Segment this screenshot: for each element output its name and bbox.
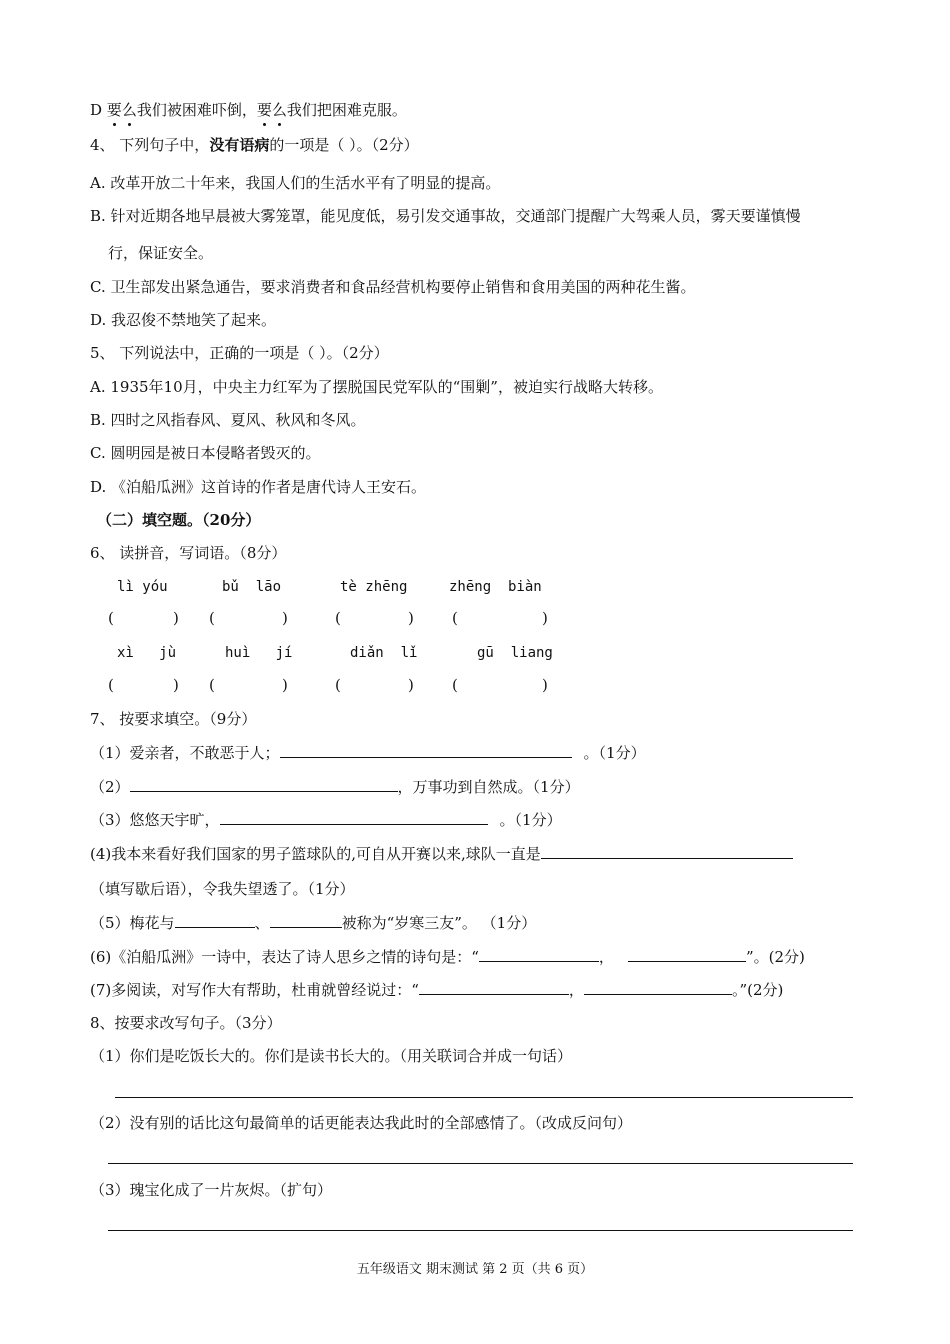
answer-paren-open: ( bbox=[335, 676, 341, 694]
q7-item-1: （1）爱亲者，不敢恶于人； 。（1分） bbox=[90, 744, 646, 762]
section-heading: （二）填空题。（20分） bbox=[97, 511, 261, 529]
answer-paren-close: ) bbox=[408, 676, 414, 694]
blank-line[interactable] bbox=[270, 912, 342, 928]
q7-item-4: (4)我本来看好我们国家的男子篮球队的,可自从开赛以来,球队一直是 bbox=[90, 843, 793, 864]
q7-stem: 7、 按要求填空。（9分） bbox=[90, 710, 257, 728]
blank-line[interactable] bbox=[584, 979, 732, 995]
q4-option-c: C. 卫生部发出紧急通告，要求消费者和食品经营机构要停止销售和食用美国的两种花生酱。 bbox=[90, 278, 696, 296]
q5-option-c: C. 圆明园是被日本侵略者毁灭的。 bbox=[90, 444, 321, 462]
q5-option-b: B. 四时之风指春风、夏风、秋风和冬风。 bbox=[90, 411, 366, 429]
pinyin: gū liang bbox=[477, 645, 553, 661]
blank-line[interactable] bbox=[220, 809, 488, 825]
page-footer: 五年级语文 期末测试 第 2 页（共 6 页） bbox=[356, 1262, 594, 1277]
q8-item-2: （2）没有别的话比这句最简单的话更能表达我此时的全部感情了。（改成反问句） bbox=[90, 1114, 633, 1132]
q4-option-b-cont: 行，保证安全。 bbox=[108, 244, 214, 262]
answer-paren-open: ( bbox=[209, 609, 215, 627]
answer-line[interactable] bbox=[108, 1163, 853, 1164]
q7-item-7: (7)多阅读，对写作大有帮助，杜甫就曾经说过：“ ， 。”(2分) bbox=[90, 981, 784, 999]
q4-option-d: D. 我忍俊不禁地笑了起来。 bbox=[90, 311, 277, 329]
answer-paren-open: ( bbox=[108, 676, 114, 694]
answer-paren-open: ( bbox=[452, 609, 458, 627]
blank-line[interactable] bbox=[280, 742, 572, 758]
q7-item-4-cont: （填写歇后语），令我失望透了。（1分） bbox=[90, 880, 355, 898]
q8-stem: 8、按要求改写句子。（3分） bbox=[90, 1014, 282, 1032]
q8-item-1: （1）你们是吃饭长大的。你们是读书长大的。（用关联词合并成一句话） bbox=[90, 1047, 573, 1065]
pinyin: diǎn lǐ bbox=[350, 645, 418, 661]
answer-paren-open: ( bbox=[335, 609, 341, 627]
answer-paren-close: ) bbox=[173, 676, 179, 694]
q5-option-a: A. 1935年10月，中央主力红军为了摆脱国民党军队的“围剿”，被迫实行战略大转移。 bbox=[90, 378, 663, 396]
answer-paren-open: ( bbox=[452, 676, 458, 694]
q8-item-3: （3）瑰宝化成了一片灰烬。（扩句） bbox=[90, 1181, 333, 1199]
answer-paren-close: ) bbox=[282, 676, 288, 694]
answer-paren-open: ( bbox=[108, 609, 114, 627]
q4-stem: 4、 下列句子中，没有语病的一项是（ ）。（2分） bbox=[90, 136, 419, 154]
answer-paren-close: ) bbox=[173, 609, 179, 627]
pinyin: xì jù bbox=[117, 645, 177, 661]
answer-paren-close: ) bbox=[542, 676, 548, 694]
pinyin: tè zhēng bbox=[340, 579, 408, 595]
q6-stem: 6、 读拼音，写词语。（8分） bbox=[90, 544, 287, 562]
answer-paren-close: ) bbox=[282, 609, 288, 627]
answer-line[interactable] bbox=[115, 1097, 853, 1098]
answer-paren-close: ) bbox=[408, 609, 414, 627]
answer-paren-close: ) bbox=[542, 609, 548, 627]
blank-line[interactable] bbox=[419, 979, 569, 995]
q4-option-b: B. 针对近期各地早晨被大雾笼罩，能见度低，易引发交通事故，交通部门提醒广大驾乘人员，雾天要谨慎慢 bbox=[90, 207, 801, 225]
q7-item-6: (6)《泊船瓜洲》一诗中，表达了诗人思乡之情的诗句是：“ ， ”。(2分) bbox=[90, 948, 805, 966]
pinyin: bǔ lāo bbox=[222, 579, 282, 595]
q3-option-d: D 要么我们被困难吓倒，要么我们把困难克服。 bbox=[90, 101, 407, 119]
q5-stem: 5、 下列说法中，正确的一项是（ ）。（2分） bbox=[90, 344, 389, 362]
answer-paren-open: ( bbox=[209, 676, 215, 694]
pinyin: huì jí bbox=[225, 645, 293, 661]
q7-item-5: （5）梅花与 、 被称为“岁寒三友”。 （1分） bbox=[90, 914, 537, 932]
q7-item-3: （3）悠悠天宇旷， 。（1分） bbox=[90, 811, 562, 829]
q5-option-d: D. 《泊船瓜洲》这首诗的作者是唐代诗人王安石。 bbox=[90, 478, 427, 496]
pinyin: lì yóu bbox=[117, 579, 168, 595]
answer-line[interactable] bbox=[108, 1230, 853, 1231]
blank-line[interactable] bbox=[175, 912, 255, 928]
blank-line[interactable] bbox=[541, 843, 793, 859]
q7-item-2: （2） ，万事功到自然成。（1分） bbox=[90, 778, 580, 796]
blank-line[interactable] bbox=[479, 946, 599, 962]
q4-option-a: A. 改革开放二十年来，我国人们的生活水平有了明显的提高。 bbox=[90, 174, 501, 192]
blank-line[interactable] bbox=[628, 946, 746, 962]
pinyin: zhēng biàn bbox=[449, 579, 542, 595]
blank-line[interactable] bbox=[130, 776, 398, 792]
